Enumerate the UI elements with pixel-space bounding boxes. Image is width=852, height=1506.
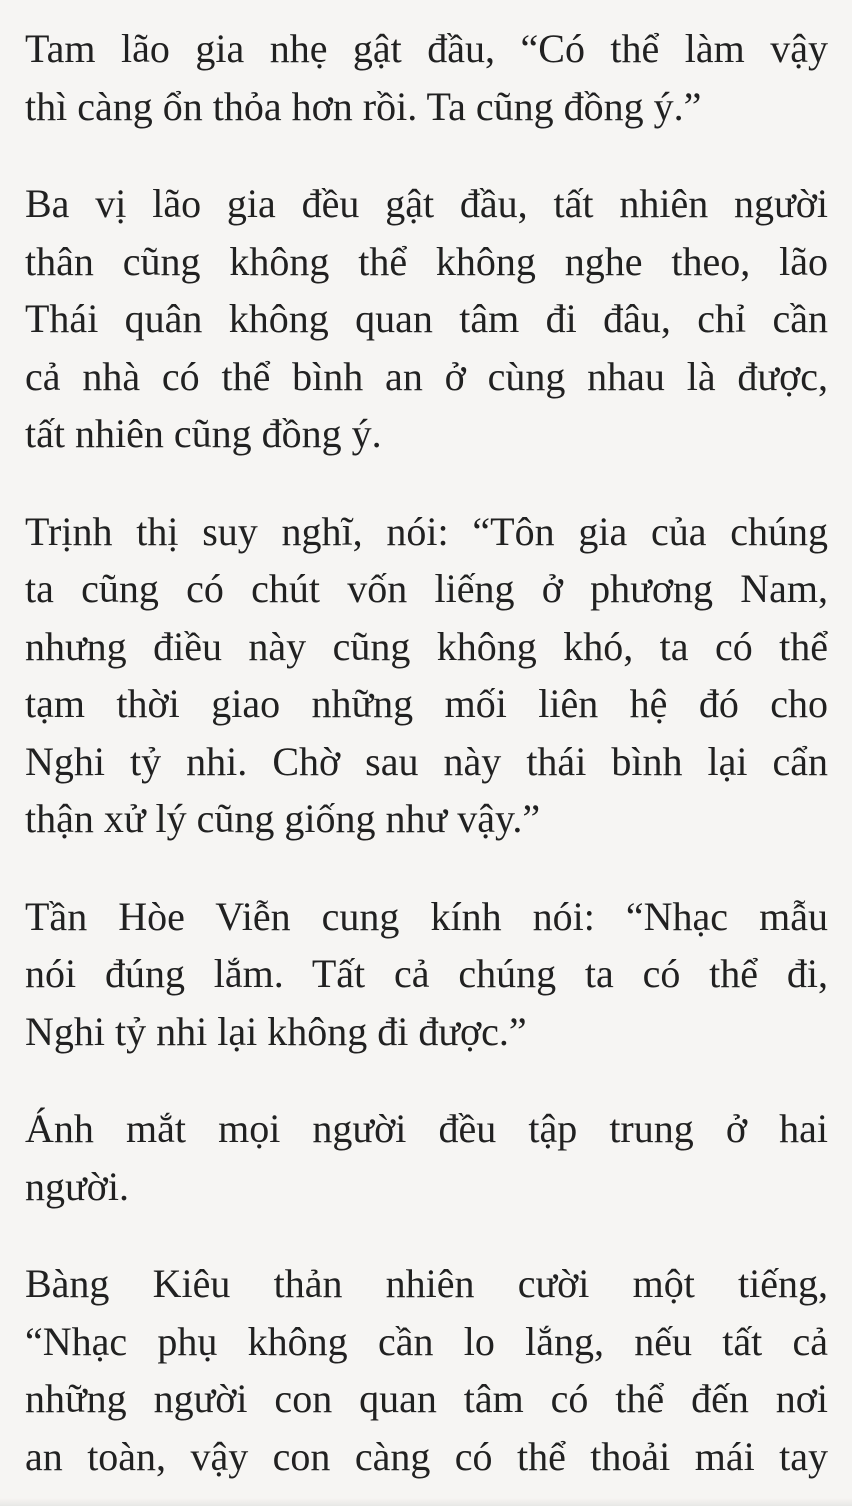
text-line: Thái quân không quan tâm đi đâu, chỉ cần [25,296,828,341]
text-line: ta cũng có chút vốn liếng ở phương Nam, [25,566,828,611]
text-line: Nghi tỷ nhi. Chờ sau này thái bình lại cẩn [25,738,828,784]
text-line: Trịnh thị suy nghĩ, nói: “Tôn gia của chúng [25,508,828,554]
text-line: cả nhà có thể bình an ở cùng nhau là được, [25,353,828,399]
text-line: Tam lão gia nhẹ gật đầu, “Có thể làm vậy [25,26,828,71]
text-line: nói đúng lắm. Tất cả chúng ta có thể đi, [25,951,828,996]
text-line: Ánh mắt mọi người đều tập trung ở hai [25,1106,828,1151]
text-line: Nghi tỷ nhi lại không đi được.” [25,1008,527,1054]
text-line: “Nhạc phụ không cần lo lắng, nếu tất cả [25,1318,828,1364]
paragraph [25,503,828,848]
text-line: tạm thời giao những mối liên hệ đó cho [25,681,828,726]
text-line: Ba vị lão gia đều gật đầu, tất nhiên người [25,181,828,226]
paragraph [25,1100,828,1215]
text-line: an toàn, vậy con càng có thể thoải mái tay [25,1433,828,1479]
paragraph [25,888,828,1061]
text-line: thận xử lý cũng giống như vậy.” [25,796,541,841]
text-line: nhưng điều này cũng không khó, ta có thể [25,623,828,669]
text-line: những người con quan tâm có thể đến nơi [25,1376,828,1421]
text-line: thì càng ổn thỏa hơn rồi. Ta cũng đồng ý.” [25,83,702,129]
text-line: tất nhiên cũng đồng ý. [25,411,382,456]
paragraph [25,175,828,463]
text-line: thân cũng không thể không nghe theo, lão [25,238,828,284]
text-line: Tần Hòe Viễn cung kính nói: “Nhạc mẫu [25,893,828,939]
paragraph [25,1255,828,1485]
text-line: người. [25,1163,129,1209]
text-line: Bàng Kiêu thản nhiên cười một tiếng, [25,1261,828,1306]
paragraph [25,20,828,135]
